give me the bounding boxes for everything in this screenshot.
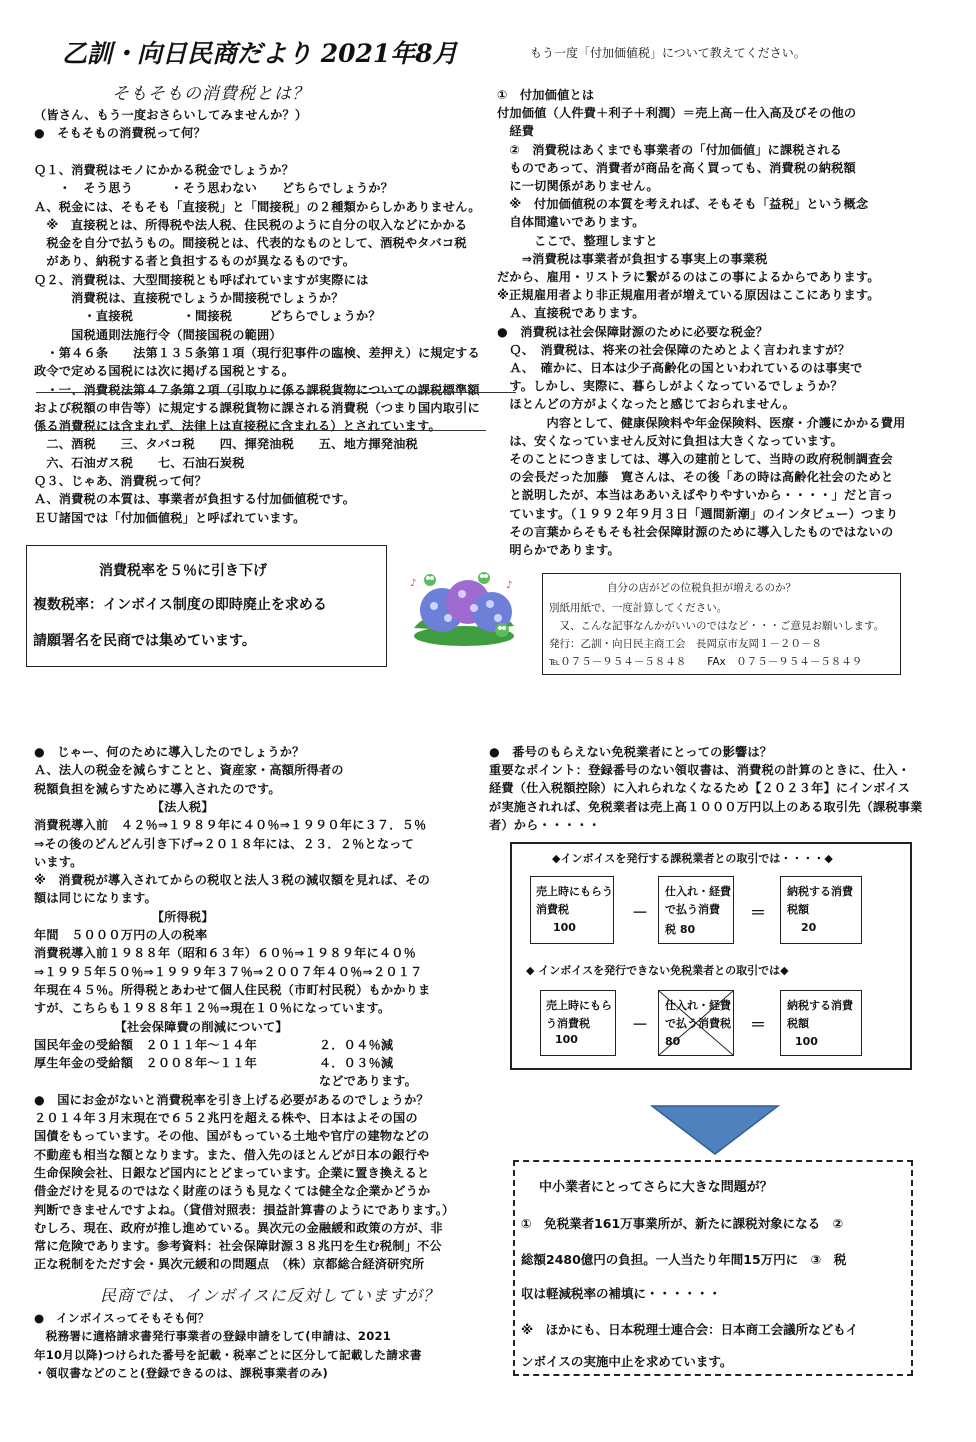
text-line: などであります。 (34, 1074, 418, 1089)
problem-line-2: 総額2480億円の負担。一人当たり年間15万円に ③ 税 (521, 1252, 847, 1267)
text-line: および税額の申告等）に規定する課税貨物に課される消費税（つまり国内取引に (34, 400, 480, 415)
divider (36, 430, 486, 431)
text-line: ※ 直接税とは、所得税や法人税、住民税のように自分の収入などにかかる (34, 217, 468, 232)
sales-tax-box-2-value: 100 (555, 1033, 578, 1046)
text-line: Ｑ２、消費税は、大型間接税とも呼ばれていますが実際には (34, 272, 369, 287)
purchase-tax-box-2-line-1: 仕入れ・経費 (665, 999, 731, 1012)
text-line: ● 消費税は社会保障財源のために必要な税金？ (497, 324, 768, 339)
text-line: ※ 付加価値税の本質を考えれば、そもそも「益税」という概念 (497, 197, 869, 212)
text-line: 二、酒税 三、タバコ税 四、揮発油税 五、地方揮発油税 (34, 437, 418, 452)
text-line: 額は同じになります。 (34, 891, 157, 906)
text-line: 国民年金の受給額 ２０１１年～１４年 ２．０４％減 (34, 1037, 394, 1052)
text-line: 係る消費税には含まれず、法律上は直接税に含まれる）とされています。 (34, 419, 441, 434)
text-line: ② 消費税はあくまでも事業者の「付加価値」に課税される (497, 142, 842, 157)
text-line: す。しかし、実際に、暮らしがよくなっているでしょうか？ (497, 379, 843, 394)
text-line: Ａ、消費税の本質は、事業者が負担する付加価値税です。 (34, 492, 356, 507)
text-line: と説明したが、本当はああいえばやりやすいから・・・・」だと言っ (497, 488, 894, 503)
text-line: います。 (34, 854, 83, 869)
text-line: ● そもそもの消費税って何？ (34, 126, 206, 141)
text-line: 年現在４５％。所得税とあわせて個人住民税（市町村民税）もかかりま (34, 982, 431, 997)
text-line: ※正規雇用者より非正規雇用者が増えている原因はここにあります。 (497, 288, 880, 303)
text-line: 【所得税】 (34, 909, 214, 924)
publisher-line-1: 自分の店がどの位税負担が増えるのか？ (607, 582, 796, 594)
text-line: 【社会保障費の削減について】 (34, 1019, 288, 1034)
text-line: 【法人税】 (34, 799, 214, 814)
petition-box (26, 545, 387, 667)
publisher-box (542, 573, 901, 675)
sales-tax-box-2 (540, 990, 616, 1056)
problem-box (513, 1160, 913, 1376)
purchase-tax-box-2-crossed (658, 990, 734, 1056)
publisher-line-3: 又、こんな記事なんかがいいのではなど・・・ご意見お願いします。 (549, 620, 885, 632)
text-line: があり、納税する者と負担するものが異なるものです。 (34, 254, 356, 269)
invoice-subtitle: 民商では、インボイスに反対していますが？ (100, 1286, 440, 1305)
purchase-tax-box-2-line-2: で払う消費税 (665, 1017, 731, 1030)
text-line: 六、石油ガス税 七、石油石炭税 (34, 455, 245, 470)
text-line: むしろ、現在、政府が推し進めている。異次元の金融緩和政策の方が、非 (34, 1220, 443, 1235)
payable-tax-box-2-line-1: 納税する消費 (787, 999, 853, 1012)
text-line: Ｑ１、消費税はモノにかかる税金でしょうか？ (34, 162, 295, 177)
text-line: 消費税導入前 ４２％⇒１９８９年に４０％⇒１９９０年に３７．５％ (34, 818, 427, 833)
text-line: 常に危険であります。参考資料：社会保障財源３８兆円を生む税制」不公 (34, 1239, 442, 1254)
text-line: は、安くなっていません反対に負担は大きくなっています。 (497, 433, 843, 448)
text-line: ・ そう思う ・そう思わない どちらでしょうか？ (34, 181, 394, 196)
text-line: ほとんどの方がよくなったと感じておられません。 (497, 397, 796, 412)
text-line: Ａ、 確かに、日本は少子高齢化の国といわれているのは事実で (497, 361, 863, 375)
text-line: に一切関係がありません。 (497, 179, 659, 193)
payable-tax-box-1-line-2: 税額 (787, 903, 809, 916)
text-line: （皆さん、もう一度おさらいしてみませんか？） (34, 108, 308, 122)
text-line: 正な税制をただす会・異次元緩和の問題点 （株）京都総合経済研究所 (34, 1257, 425, 1272)
diagram-heading-1: ◆インボイスを発行する課税業者との取引では・・・・◆ (552, 852, 833, 865)
payable-tax-box-1-value: 20 (801, 921, 817, 934)
petition-line-3: 請願署名を民商では集めています。 (33, 633, 256, 649)
payable-tax-box-2-line-2: 税額 (787, 1017, 809, 1030)
text-line: ものであって、消費者が商品を高く買っても、消費税の納税額 (497, 160, 856, 175)
text-line: の会長だった加藤 寛さんは、その後「あの時は高齢化社会のためと (497, 470, 894, 485)
text-line: 借金だけを見るのではなく財産のほうも見なくては健全な企業かどうか (34, 1184, 431, 1199)
svg-text:♪: ♪ (506, 580, 513, 591)
problem-line-3: 収は軽減税率の補填に・・・・・・ (521, 1286, 722, 1301)
text-line: Ｑ３、じゃあ、消費税って何？ (34, 474, 207, 488)
diagram-heading-2: ◆ インボイスを発行できない免税業者との取引では◆ (526, 964, 789, 977)
text-line: 税務署に適格請求書発行事業者の登録申請をして(申請は、2021 (34, 1329, 391, 1344)
minus-sign: － (632, 903, 649, 922)
text-line: 者）から・・・・・ (489, 817, 601, 832)
text-line: 厚生年金の受給額 ２００８年～１１年 ４．０３％減 (34, 1056, 394, 1071)
text-line: 内容として、健康保険料や年金保険料、医療・介護にかかる費用 (497, 415, 906, 430)
text-line: 年10月以降)つけられた番号を記載・税率ごとに区分して記載した請求書 (34, 1347, 422, 1362)
text-line: 経費（仕入税額控除）に入れられなくなるため【２０２３年】にインボイス (489, 781, 911, 796)
text-line: が実施されれば、免税業者は売上高１０００万円以上のある取引先（課税事業 (489, 799, 923, 814)
purchase-tax-box-1-line-3: 税 80 (665, 923, 696, 936)
text-line: 消費税導入前１９８８年（昭和６３年）６０％⇒１９８９年に４０％ (34, 946, 417, 961)
text-line: 経費 (497, 124, 535, 139)
text-line: ＥＵ諸国では「付加価値税」と呼ばれています。 (34, 510, 306, 525)
text-line: ● 番号のもらえない免税業者にとっての影響は？ (489, 745, 773, 759)
equals-sign: ＝ (750, 903, 767, 922)
svg-text:♪: ♪ (410, 578, 417, 589)
text-line: 重要なポイント：登録番号のない領収書は、消費税の計算のときに、仕入・ (489, 763, 911, 778)
payable-tax-box-1-line-1: 納税する消費 (787, 885, 853, 898)
text-line: ⇒その後のどんどん引き下げ⇒２０１８年には、２３．２％となって (34, 836, 415, 851)
publisher-line-2: 別紙用紙で、一度計算してください。 (549, 602, 728, 614)
purchase-tax-box-1 (658, 876, 734, 944)
newsletter-title: 乙訓・向日民商だより 2021年8月 (62, 39, 458, 68)
sales-tax-box-1-line-1: 売上時にもらう (536, 885, 613, 898)
divider (36, 392, 516, 393)
problem-line-1: ① 免税業者161万事業所が、新たに課税対象になる ② (521, 1216, 844, 1231)
sales-tax-box-1 (530, 876, 614, 944)
sales-tax-box-2-line-2: う消費税 (546, 1017, 590, 1030)
text-line: 自体間違いであります。 (497, 215, 645, 230)
text-line: 国債をもっています。その他、国がもっている土地や官庁の建物などの (34, 1129, 430, 1144)
text-line: ここで、整理しますと (497, 233, 658, 248)
text-line: ２０１４年３月末現在で６５２兆円を超える株や、日本はよその国の (34, 1111, 418, 1125)
text-line: 年間 ５０００万円の人の税率 (34, 928, 208, 942)
text-line: Ａ、直接税であります。 (497, 306, 645, 321)
text-line: 国税通則法施行令（間接国税の範囲） (34, 327, 282, 342)
section-subtitle: そもそもの消費税とは？ (112, 84, 310, 104)
text-line: ・直接税 ・間接税 どちらでしょうか？ (34, 309, 381, 324)
text-line: Ａ、税金には、そもそも「直接税」と「間接税」の２種類からしかありません。 (34, 199, 481, 214)
right-title: もう一度「付加価値税」について教えてください。 (530, 46, 806, 60)
text-line: だから、雇用・リストラに繋がるのはこの事によるからであります。 (497, 270, 880, 284)
text-line: 税額負担を減らすために導入されたのです。 (34, 781, 281, 796)
text-line: 消費税は、直接税でしょうか間接税でしょうか？ (34, 291, 344, 305)
purchase-tax-box-1-line-1: 仕入れ・経費 (665, 885, 731, 898)
problem-line-4: ※ ほかにも、日本税理士連合会：日本商工会議所などもイ (521, 1322, 859, 1337)
sales-tax-box-2-line-1: 売上時にもら (546, 999, 612, 1012)
purchase-tax-box-1-line-2: で払う消費 (665, 903, 720, 916)
petition-line-1: 消費税率を５％に引き下げ (99, 563, 267, 579)
publisher-line-4: 発行：乙訓・向日民主商工会 長岡京市友岡１－２０－８ (549, 638, 822, 650)
purchase-tax-box-2-value: 80 (665, 1035, 681, 1048)
problem-heading: 中小業者にとってさらに大きな問題が？ (539, 1180, 773, 1195)
problem-line-5: ンボイスの実施中止を求めています。 (521, 1354, 733, 1369)
sales-tax-box-1-line-2: 消費税 (536, 903, 569, 916)
text-line: 政令で定める国税には次に掲げる国税とする。 (34, 364, 295, 379)
petition-line-2: 複数税率：インボイス制度の即時廃止を求める (33, 597, 327, 613)
text-line: 明らかであります。 (497, 543, 620, 557)
text-line: ※ 消費税が導入されてからの税収と法人３税の減収額を見れば、その (34, 873, 431, 888)
text-line: ・領収書などのこと(登録できるのは、課税事業者のみ) (34, 1365, 329, 1380)
text-line: ① 付加価値とは (497, 88, 595, 102)
payable-tax-box-2 (780, 990, 862, 1056)
text-line: その言葉からそもそも社会保障財源のために導入したものではないの (497, 524, 894, 539)
invoice-diagram (510, 842, 912, 1070)
text-line: 付加価値（人件費＋利子＋利潤）＝売上高－仕入高及びその他の (497, 106, 857, 121)
text-line: そのことにつきましては、導入の建前として、当時の政府税制調査会 (497, 452, 893, 466)
text-line: 不動産も相当な額となります。また、借入先のほとんどが日本の銀行や (34, 1147, 430, 1162)
text-line: ● じゃー、何のために導入したのでしょうか？ (34, 745, 305, 759)
equals-sign: ＝ (750, 1015, 767, 1034)
text-line: すが、こちらも１９８８年１２％⇒現在１０％になっています。 (34, 1001, 391, 1016)
hydrangea-frogs-illustration (404, 568, 524, 648)
text-line: 生命保険会社、日銀など国内にとどまっています。企業に置き換えると (34, 1165, 430, 1180)
minus-sign: － (632, 1015, 649, 1034)
text-line: ● インボイスってそもそも何？ (34, 1311, 210, 1325)
text-line: ⇒１９９５年５０％⇒１９９９年３７％⇒２００７年４０％⇒２０１７ (34, 964, 423, 979)
text-line: 判断できませんですよね。（貸借対照表：損益計算書のようにであります。） (34, 1202, 455, 1217)
text-line: Ａ、法人の税金を減らすことと、資産家・高額所得者の (34, 763, 344, 778)
payable-tax-box-1 (780, 876, 862, 944)
text-line: ● 国にお金がないと消費税率を引き上げる必要があるのでしょうか？ (34, 1092, 429, 1107)
text-line: ています。（１９９２年９月３日「週間新潮」のインタビュー）つまり (497, 506, 899, 521)
text-line: ⇒消費税は事業者が負担する事実上の事業税 (497, 251, 768, 266)
sales-tax-box-1-value: 100 (553, 921, 576, 934)
text-line: Ｑ、 消費税は、将来の社会保障のためとよく言われますが？ (497, 342, 851, 357)
text-line: ・一、消費税法第４７条第２項（引取りに係る課税貨物についての課税標準額 (34, 382, 480, 397)
publisher-line-5: ℡０７５－９５４－５８４８ FAx ０７５－９５４－５８４９ (549, 656, 863, 668)
text-line: ・第４６条 法第１３５条第１項（現行犯事件の臨検、差押え）に規定する (34, 345, 480, 360)
down-arrow-icon (650, 1104, 780, 1156)
text-line: 税金を自分で払うもの。間接税とは、代表的なものとして、酒税やタバコ税 (34, 236, 467, 251)
payable-tax-box-2-value: 100 (795, 1035, 818, 1048)
